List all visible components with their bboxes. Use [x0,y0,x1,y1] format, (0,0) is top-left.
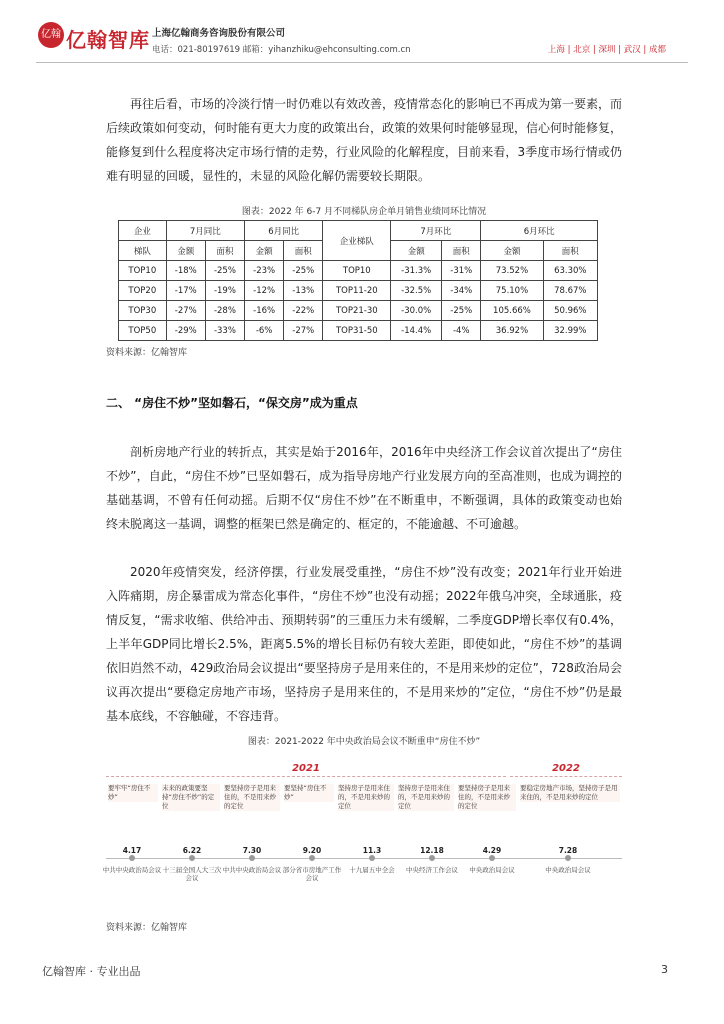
section-title: 二、 “房住不炒”坚如磐石，“保交房”成为重点 [106,396,358,410]
table-cell: -17% [166,281,205,301]
table-cell: -16% [245,301,284,321]
timeline-date: 7.30 [242,846,262,855]
sales-table-wrapper [118,220,598,341]
year-label-2022: 2022 [552,763,580,774]
year-2022-band [510,762,622,777]
company-name: 上海亿翰商务咨询股份有限公司 [152,28,286,39]
timeline-figure [102,760,622,912]
timeline-card: 要牢牢“房住不炒” [108,784,158,802]
intro-paragraph: 再往后看，市场的冷淡行情一时仍难以有效改善，疫情常态化的影响已不再成为第一要素，而后续政策如何变动，何时能有更大力度的政策出台，政策的效果何时能够显现，信心何时能修复，能修复到什么程度将决定市场行情的走势，行业风险的化解程度，目前来看，3季度市场行情或仍难有明显的回暖，显性的，未显的风险化解仍需要较长期限。 [106,97,623,183]
timeline-axis [106,858,622,859]
table-cell: 50.96% [543,301,597,321]
table-head-cell: 金额 [481,241,543,261]
footer-brand: 亿翰智库 · 专业出品 [42,965,141,978]
table-cell: -32.5% [391,281,442,301]
table-head-cell: 面积 [543,241,597,261]
table-cell: -25% [205,261,244,281]
timeline-event: 部分省市房地产工作会议 [282,866,342,882]
table-cell: TOP10 [323,261,391,281]
timeline-event: 中央经济工作会议 [406,866,458,874]
timeline-dot [565,855,571,861]
table-head-cell: 金额 [391,241,442,261]
table-head-cell: 金额 [245,241,284,261]
timeline-date: 7.28 [558,846,578,855]
table-cell: TOP31-50 [323,321,391,341]
table-head-cell: 企业梯队 [323,221,391,261]
table-cell: 105.66% [481,301,543,321]
table-head-cell: 梯队 [119,241,167,261]
table-row [119,261,598,281]
table-header-row [119,221,598,241]
timeline-card: 要坚持“房住不炒” [284,784,334,802]
year-2021-band [106,762,506,777]
table-cell: -33% [205,321,244,341]
timeline-dot [429,855,435,861]
table-cell: -34% [442,281,481,301]
table-head-cell: 面积 [442,241,481,261]
timeline-date: 12.18 [420,846,444,855]
table-cell: TOP50 [119,321,167,341]
logo-icon: 亿翰 [38,22,64,48]
timeline-dot [189,855,195,861]
timeline-dot [369,855,375,861]
table-cell: TOP10 [119,261,167,281]
timeline-card: 要坚持房子是用来住的，不是用来炒的定位 [458,784,516,811]
page-number: 3 [661,963,668,976]
timeline-dot [489,855,495,861]
timeline-source: 资料来源：亿翰智库 [106,923,188,933]
table-head-cell: 面积 [205,241,244,261]
table-cell: 75.10% [481,281,543,301]
office-cities: 上海 | 北京 | 深圳 | 武汉 | 成都 [547,45,666,55]
table-cell: -31% [442,261,481,281]
timeline-caption: 图表：2021-2022 年中央政治局会议不断重申“房住不炒” [247,737,481,747]
timeline-card: 要稳定房地产市场，坚持房子是用来住的，不是用来炒的定位 [520,784,620,802]
timeline-date: 6.22 [182,846,202,855]
table-cell: -30.0% [391,301,442,321]
timeline-date: 11.3 [362,846,382,855]
table-cell: -18% [166,261,205,281]
table-cell: -28% [205,301,244,321]
table-head-cell: 7月同比 [166,221,244,241]
table-cell: TOP21-30 [323,301,391,321]
timeline-dot [249,855,255,861]
table-cell: 36.92% [481,321,543,341]
timeline-date: 4.29 [482,846,502,855]
timeline-event: 中央政治局会议 [545,866,591,874]
timeline-event: 十九届五中全会 [349,866,395,874]
paragraph-2: 剖析房地产行业的转折点，其实是始于2016年，2016年中央经济工作会议首次提出了“房住不炒”，自此，“房住不炒”已坚如磐石，成为指导房地产行业发展方向的至高准则，也成为调控的基础基调，不曾有任何动摇。后期不仅“房住不炒”在不断重申，不断强调，具体的政策变动也始终未脱离这一基调，调整的框架已然是确定的、框定的，不能逾越、不可逾越。 [106,445,622,531]
table-cell: 63.30% [543,261,597,281]
timeline-event: 十三届全国人大三次会议 [162,866,222,882]
table-cell: 73.52% [481,261,543,281]
table-cell: -27% [166,301,205,321]
timeline-card: 坚持房子是用来住的，不是用来炒的定位 [398,784,454,811]
table-cell: TOP30 [119,301,167,321]
table-cell: -31.3% [391,261,442,281]
table-row [119,281,598,301]
timeline-date: 9.20 [302,846,322,855]
table-cell: -19% [205,281,244,301]
table-cell: -12% [245,281,284,301]
table-head-cell: 企业 [119,221,167,241]
year-label-2021: 2021 [292,763,320,774]
table-cell: -4% [442,321,481,341]
table-head-cell: 面积 [284,241,323,261]
table-head-cell: 7月环比 [391,221,481,241]
timeline-card: 未来的政策要坚持“房住不炒”的定位 [162,784,220,811]
table-cell: 32.99% [543,321,597,341]
table-source: 资料来源：亿翰智库 [106,348,188,358]
table-cell: -25% [442,301,481,321]
table-head-cell: 6月同比 [245,221,323,241]
timeline-dot [129,855,135,861]
table-cell: -29% [166,321,205,341]
timeline-dot [309,855,315,861]
table-cell: -14.4% [391,321,442,341]
table-cell: 78.67% [543,281,597,301]
table-cell: -6% [245,321,284,341]
header-divider [36,62,688,63]
table-cell: -27% [284,321,323,341]
table-cell: TOP11-20 [323,281,391,301]
paragraph-3: 2020年疫情突发，经济停摆，行业发展受重挫，“房住不炒”没有改变；2021年行业开始进入阵痛期，房企暴雷成为常态化事件，“房住不炒”也没有动摇；2022年俄乌冲突，全球通胀，疫情反复，“需求收缩、供给冲击、预期转弱”的三重压力未有缓解，二季度GDP增长率仅有0.4%，上半年GDP同比增长2.5%，距离5.5%的增长目标仍有较大差距，即使如此，“房住不炒”的基调依旧岿然不动，429政治局会议提出“要坚持房子是用来住的，不是用来炒的定位”，728政治局会议再次提出“要稳定房地产市场，坚持房子是用来住的，不是用来炒的”定位，“房住不炒”仍是最基本底线，不容触碰，不容违背。 [106,565,622,723]
table-cell: -25% [284,261,323,281]
timeline-event: 中共中央政治局会议 [102,866,162,874]
table-head-cell: 金额 [166,241,205,261]
table-cell: -23% [245,261,284,281]
table-row [119,301,598,321]
timeline-event: 中央政治局会议 [469,866,515,874]
table-head-cell: 6月环比 [481,221,598,241]
table-cell: TOP20 [119,281,167,301]
table-cell: -22% [284,301,323,321]
table-caption: 图表：2022 年 6-7 月不同梯队房企单月销售业绩同环比情况 [241,207,487,217]
timeline-date: 4.17 [122,846,142,855]
logo-text: 亿翰智库 [66,28,150,52]
table-row [119,321,598,341]
timeline-event: 中共中央政治局会议 [222,866,282,874]
table-cell: -13% [284,281,323,301]
sales-table [118,220,598,341]
timeline-card: 要坚持房子是用来住的，不是用来炒的定位 [224,784,280,811]
timeline-card: 坚持房子是用来住的，不是用来炒的定位 [338,784,394,811]
contact-info: 电话：021-80197619 邮箱：yihanzhiku@ehconsulting.com.cn [152,45,411,55]
